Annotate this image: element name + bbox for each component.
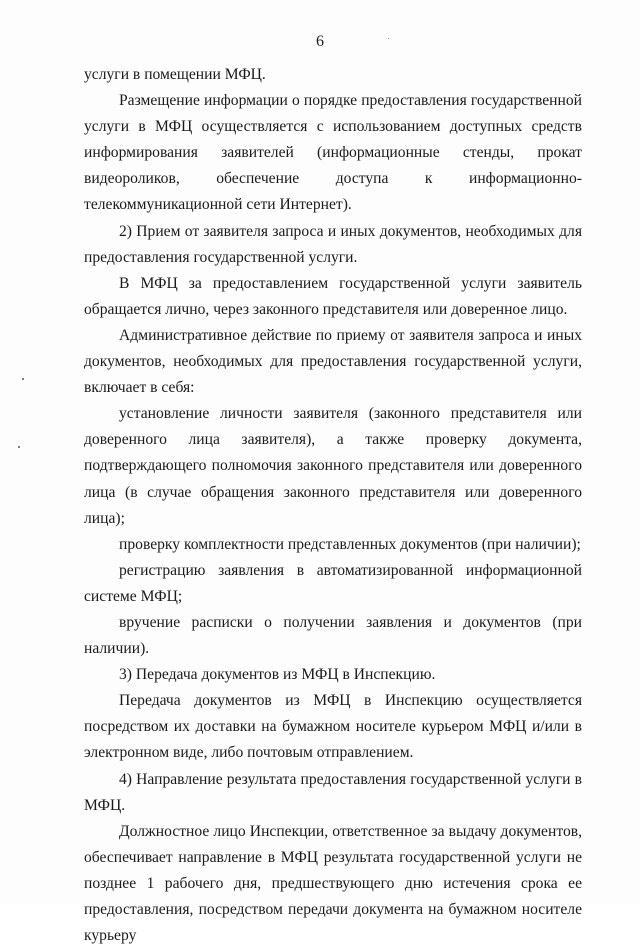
paragraph-admin-action: Административное действие по приему от заявителя запроса и иных документов, необходимых для предоставления государственной услуги, включает в себя: [84, 326, 582, 397]
scan-speck [22, 378, 24, 380]
paragraph-registration: регистрацию заявления в автоматизированной информационной системе МФЦ; [84, 561, 582, 605]
paragraph-continuation: услуги в помещении МФЦ. [84, 66, 266, 83]
document-body [84, 62, 582, 949]
paragraph-step-4-heading: 4) Направление результата предоставления государственной услуги в МФЦ. [84, 770, 582, 814]
paragraph-identity-check: установление личности заявителя (законного представителя или доверенного лица заявителя), а также проверку документа, подтверждающего полномочия законного представителя или доверенного лица (в случае обращения законного представителя или доверенного лица); [84, 405, 582, 527]
paragraph-step-3-heading: 3) Передача документов из МФЦ в Инспекцию. [119, 666, 436, 684]
paragraph-receipt: вручение расписки о получении заявления и документов (при наличии). [84, 613, 582, 658]
paragraph-applicant-contact: В МФЦ за предоставлением государственной услуги заявитель обращается лично, через законного представителя или доверенное лицо. [84, 274, 582, 318]
page-number: 6 [316, 33, 324, 50]
scan-speck [18, 446, 20, 448]
paragraph-step-2-heading: 2) Прием от заявителя запроса и иных документов, необходимых для предоставления государственной услуги. [84, 222, 582, 266]
paragraph-document-transfer: Передача документов из МФЦ в Инспекцию осуществляется посредством их доставки на бумажном носителе курьером МФЦ и/или в электронном виде, либо почтовым отправлением. [84, 692, 582, 762]
paragraph-info-placement: Размещение информации о порядке предоставления государственной услуги в МФЦ осуществляется с использованием доступных средств информирования заявителей (информационные стенды, прокат видеороликов, обеспечение доступа к информационно-телекоммуникационной сети Интернет). [84, 92, 582, 214]
paragraph-completeness-check: проверку комплектности представленных документов (при наличии); [119, 535, 581, 553]
scan-speck [388, 38, 389, 39]
paragraph-official-duty: Должностное лицо Инспекции, ответственное за выдачу документов, обеспечивает направление в МФЦ результата государственной услуги не позднее 1 рабочего дня, предшествующего дню истечения срока ее предоставления, посредством передачи документа на бумажном носителе курьеру [84, 822, 582, 945]
